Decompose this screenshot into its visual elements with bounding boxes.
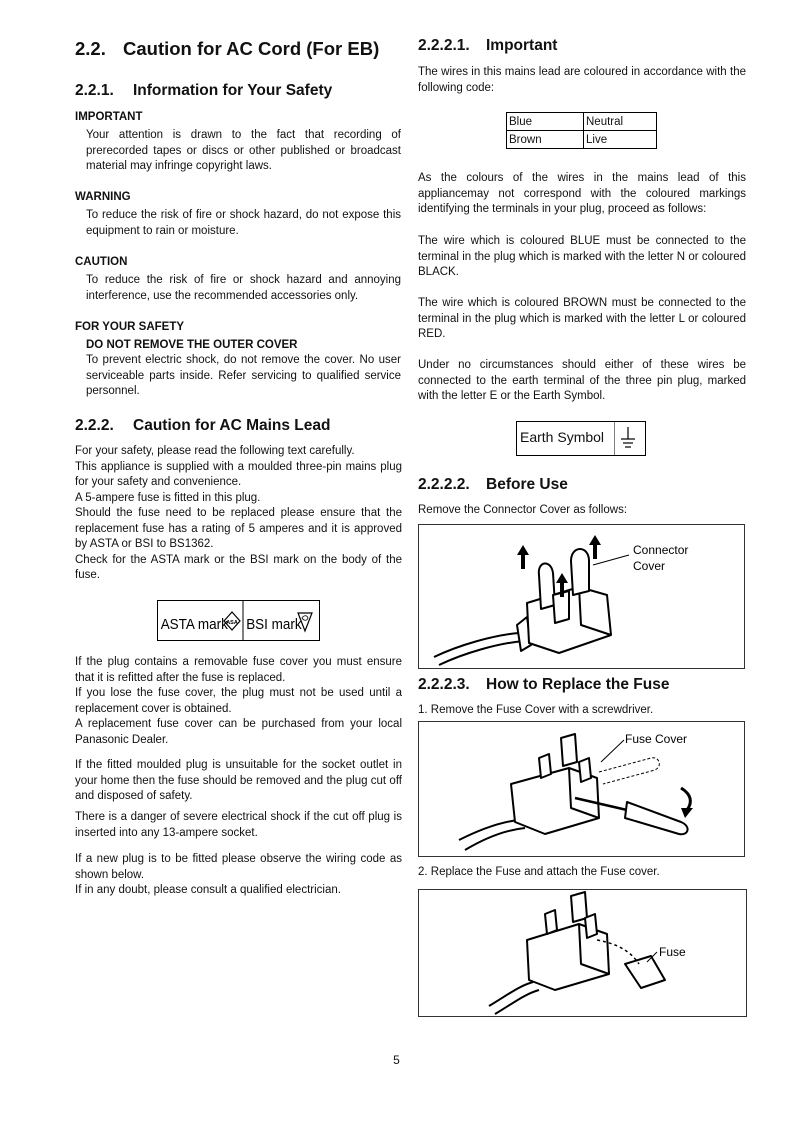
subsection-safety-title xyxy=(75,82,332,100)
subsection-important-title xyxy=(418,37,557,55)
new-plug-text: If a new plug is to be fitted please observe the wiring code as shown below. If in any doubt, please consult a qualified electrician. xyxy=(75,853,402,896)
subsection-mains-title xyxy=(75,417,331,435)
bsi-mark-label: BSI mark xyxy=(246,616,302,634)
danger-text: There is a danger of severe electrical shock if the cut off plug is inserted into any 13-ampere socket. xyxy=(75,811,402,839)
mains-lead-text: For your safety, please read the following text carefully. This appliance is supplied with a moulded three-pin mains plug for your safety and convenience. A 5-ampere fuse is fitted in this plug. Should the fuse need to be replaced please ensure that the replacement fuse has a rating of 5 amperes and it is approved by ASTA or BSI to BS1362. Check for the ASTA mark or the BSI mark on the body of the fuse. xyxy=(75,445,402,581)
asta-icon-text: ASA xyxy=(226,620,238,626)
connector-cover-label-line1: Connector xyxy=(633,543,689,557)
outer-cover-label: DO NOT REMOVE THE OUTER COVER xyxy=(86,339,298,351)
warning-text: To reduce the risk of fire or shock hazard, do not expose this equipment to rain or moisture. xyxy=(86,209,401,237)
blue-wire-text: The wire which is coloured BLUE must be connected to the terminal in the plug which is marked with the letter N or coloured BLACK. xyxy=(418,235,746,278)
subsection-number: 2.2.2.3. xyxy=(418,676,470,693)
step-2-text: 2. Replace the Fuse and attach the Fuse cover. xyxy=(418,866,660,878)
page-number: 5 xyxy=(393,1053,400,1067)
subsection-before-use-title xyxy=(418,476,568,494)
wires-intro-text: The wires in this mains lead are coloured in accordance with the following code: xyxy=(418,66,746,94)
section-title xyxy=(75,38,379,60)
fuse-cover-removal-figure xyxy=(418,721,745,857)
table-cell: Live xyxy=(584,131,657,149)
section-title-text: Caution for AC Cord (For EB) xyxy=(123,38,380,59)
subsection-title-text: Caution for AC Mains Lead xyxy=(133,417,331,434)
subsection-title-text: Before Use xyxy=(486,476,568,493)
fuse-replacement-figure xyxy=(418,889,747,1017)
caution-text: To reduce the risk of fire or shock hazard and annoying interference, use the recommended accessories only. xyxy=(86,274,401,302)
step-1-text: 1. Remove the Fuse Cover with a screwdriver. xyxy=(418,704,654,716)
table-cell: Neutral xyxy=(584,113,657,131)
subsection-title-text: How to Replace the Fuse xyxy=(486,676,670,693)
table-cell: Blue xyxy=(507,113,584,131)
warning-label: WARNING xyxy=(75,191,131,203)
subsection-replace-fuse-title xyxy=(418,676,669,694)
unsuitable-plug-text: If the fitted moulded plug is unsuitable for the socket outlet in your home then the fuse should be removed and the plug cut off and disposed of safety. xyxy=(75,759,402,802)
earth-symbol-box xyxy=(516,421,646,456)
subsection-number: 2.2.1. xyxy=(75,82,114,99)
wire-colour-table xyxy=(506,112,657,149)
plug-connector-cover-illustration xyxy=(419,525,744,668)
before-use-text: Remove the Connector Cover as follows: xyxy=(418,504,628,516)
subsection-number: 2.2.2.2. xyxy=(418,476,470,493)
asta-mark-label: ASTA mark xyxy=(160,616,228,634)
fuse-replacement-illustration xyxy=(419,890,746,1016)
earth-symbol-label: Earth Symbol xyxy=(520,429,605,445)
fuse-marks-graphic xyxy=(158,601,319,640)
table-cell: Brown xyxy=(507,131,584,149)
important-text: Your attention is drawn to the fact that recording of prerecorded tapes or discs or other published or broadcast material may infringe copyright laws. xyxy=(86,129,401,172)
fuse-cover-label: Fuse Cover xyxy=(625,732,688,746)
connector-cover-label-line2: Cover xyxy=(633,559,666,573)
caution-label: CAUTION xyxy=(75,256,128,268)
colours-text: As the colours of the wires in the mains lead of this appliancemay not correspond with the coloured markings identifying the terminals in your plug, proceed as follows: xyxy=(418,172,746,215)
brown-wire-text: The wire which is coloured BROWN must be connected to the terminal in the plug which is marked with the letter L or coloured RED. xyxy=(418,297,746,340)
subsection-number: 2.2.2. xyxy=(75,417,114,434)
fuse-marks-box xyxy=(157,600,320,641)
connector-cover-figure xyxy=(418,524,745,669)
screwdriver-fuse-cover-illustration xyxy=(419,722,744,856)
table-row xyxy=(507,113,657,131)
table-row xyxy=(507,131,657,149)
fuse-label: Fuse xyxy=(659,945,686,959)
subsection-title-text: Important xyxy=(486,37,558,54)
for-your-safety-label: FOR YOUR SAFETY xyxy=(75,321,185,333)
earth-warning-text: Under no circumstances should either of these wires be connected to the earth terminal of the three pin plug, marked with the letter E or the Earth Symbol. xyxy=(418,359,746,402)
important-label: IMPORTANT xyxy=(75,111,143,123)
outer-cover-text: To prevent electric shock, do not remove the cover. No user serviceable parts inside. Refer servicing to qualified service personnel. xyxy=(86,354,401,397)
subsection-title-text: Information for Your Safety xyxy=(133,82,333,99)
section-number: 2.2. xyxy=(75,38,106,59)
fuse-cover-text: If the plug contains a removable fuse cover you must ensure that it is refitted after the fuse is replaced. If you lose the fuse cover, the plug must not be used until a replacement cover is obtained. A replacement fuse cover can be purchased from your local Panasonic Dealer. xyxy=(75,656,402,746)
subsection-number: 2.2.2.1. xyxy=(418,37,470,54)
earth-ground-icon xyxy=(614,422,645,455)
